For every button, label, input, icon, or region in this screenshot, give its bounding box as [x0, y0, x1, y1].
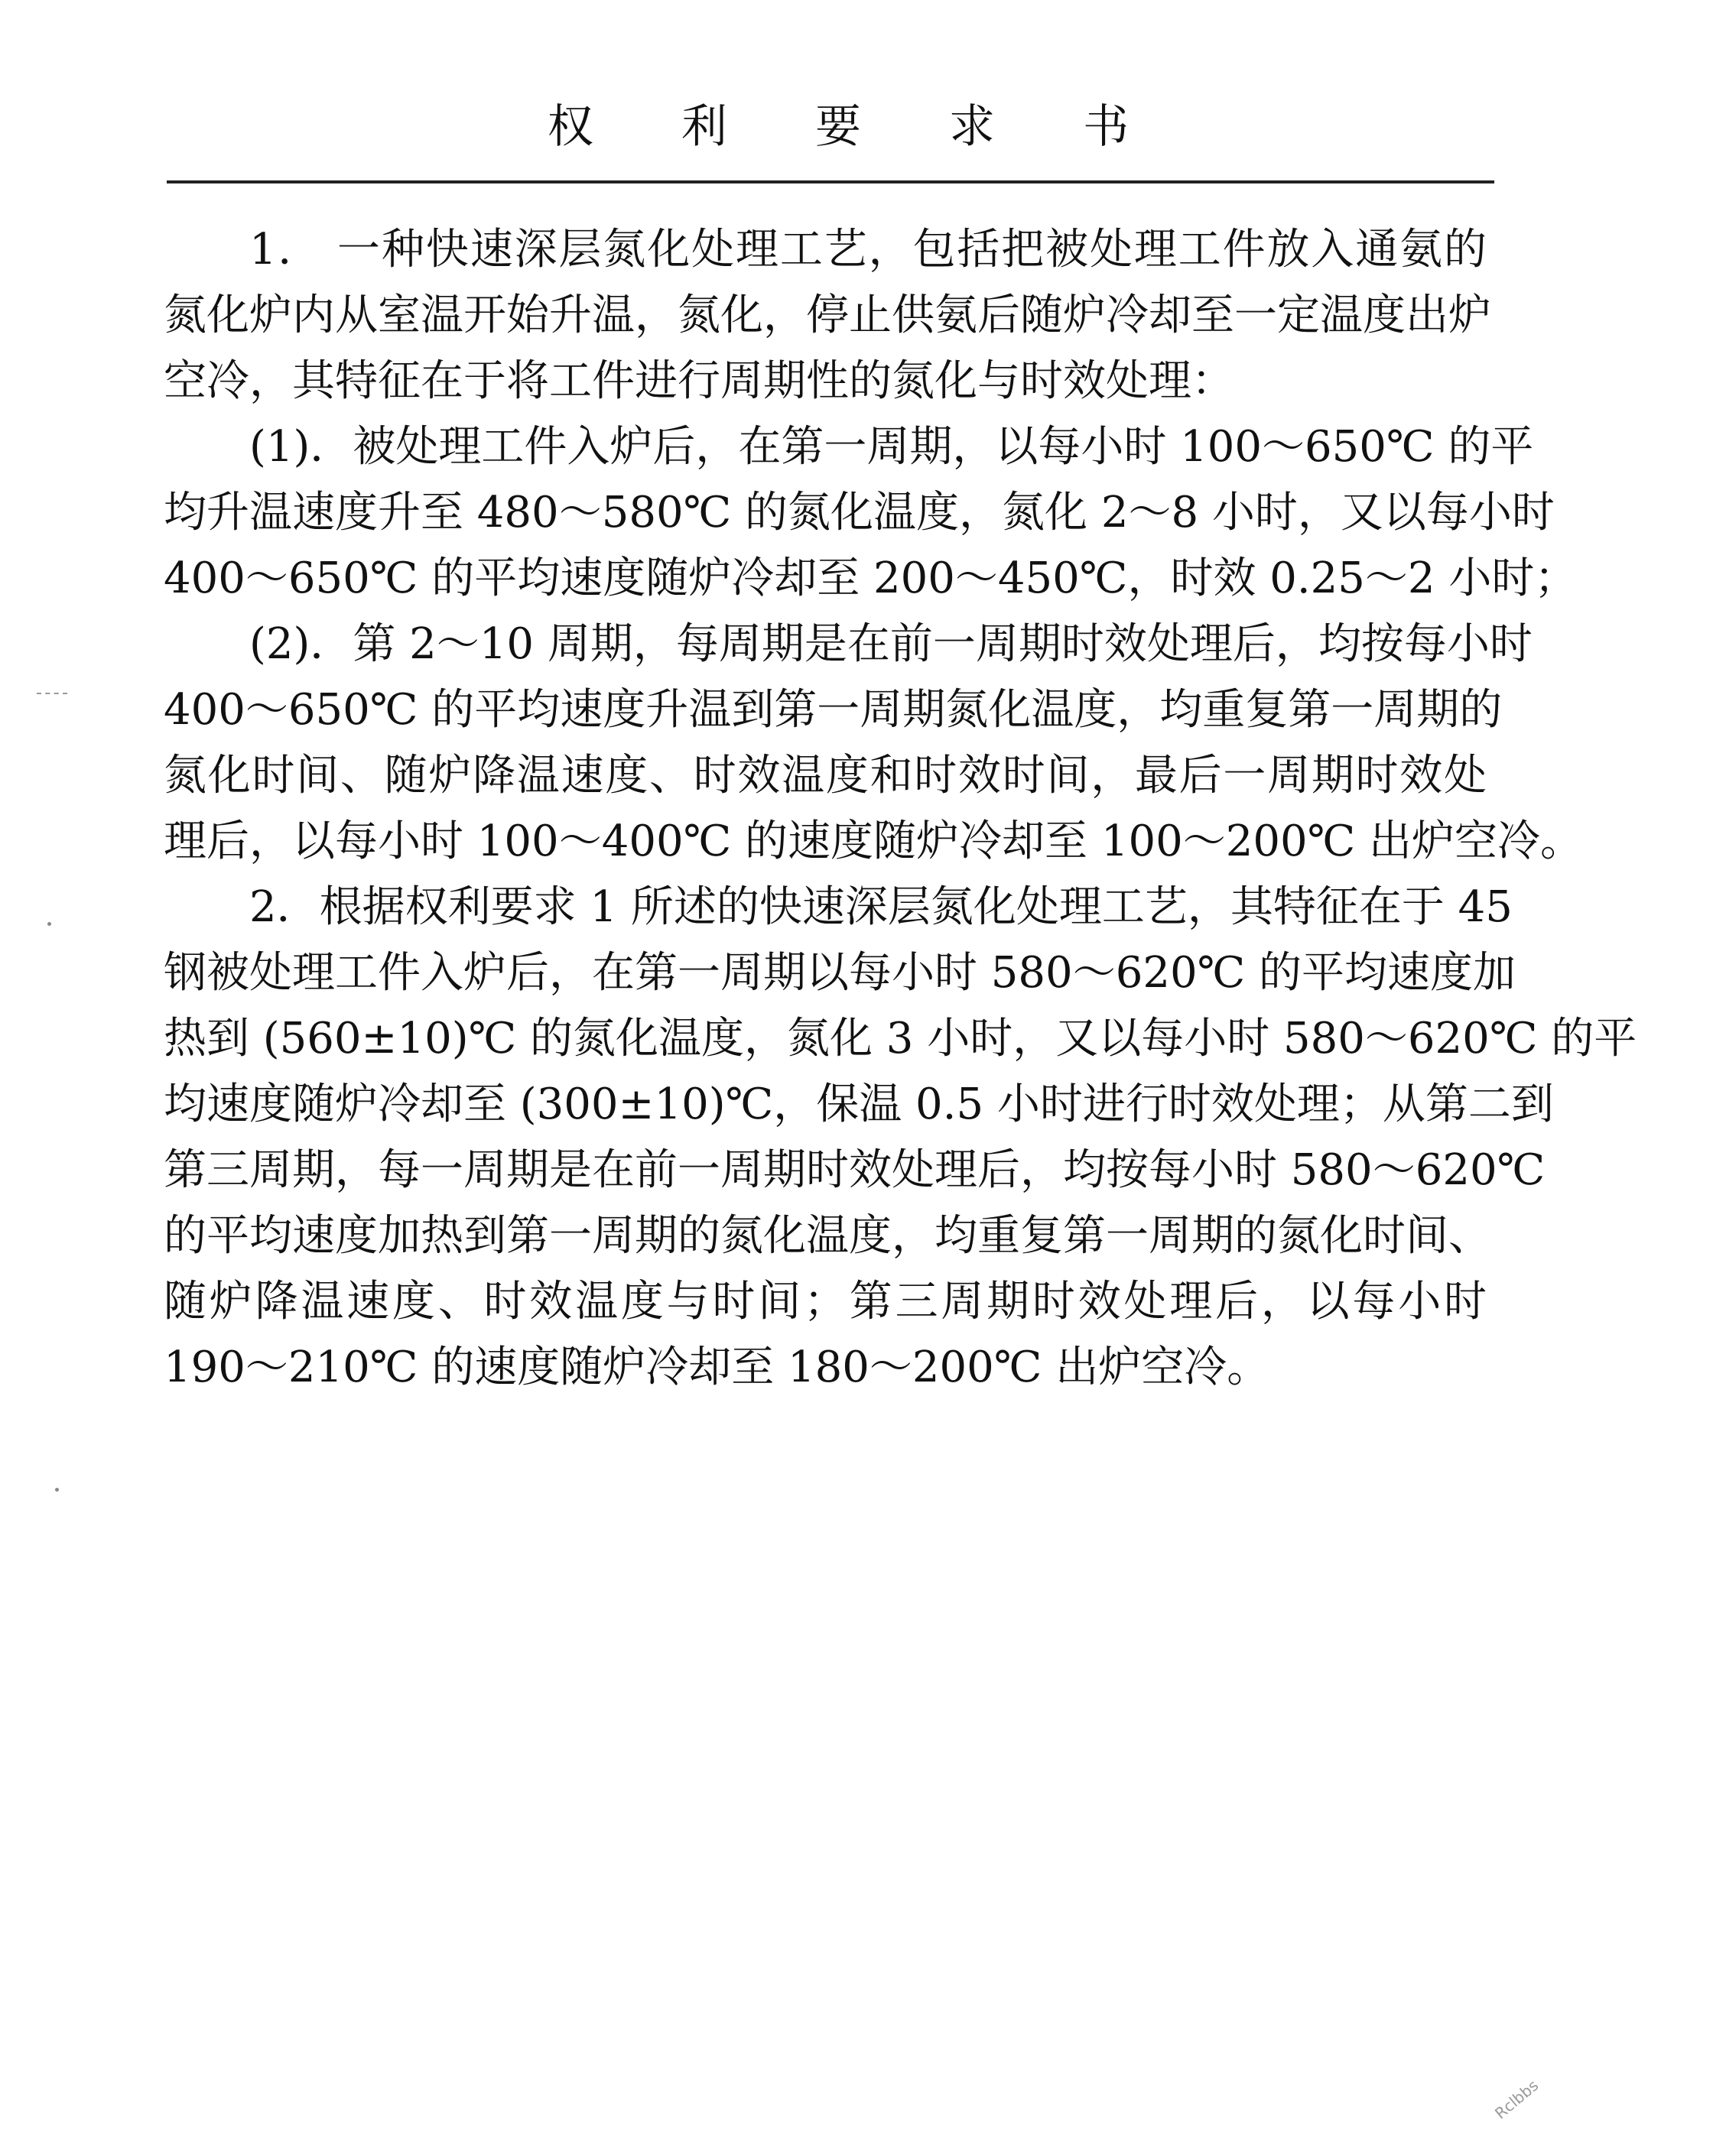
claim-2-line-4: 均速度随炉冷却至 (300±10)℃，保温 0.5 小时进行时效处理；从第二到: [164, 1080, 1554, 1129]
claim-1-line-2: 氮化炉内从室温开始升温，氮化，停止供氨后随炉冷却至一定温度出炉: [164, 291, 1491, 340]
margin-mark: [37, 693, 67, 694]
scan-speck: [55, 1488, 59, 1492]
watermark-text: Rclbbs: [1491, 2076, 1542, 2123]
claim-1-step-2-line-3: 氮化时间、随炉降温速度、时效温度和时效时间，最后一周期时效处: [164, 751, 1487, 800]
claim-2-line-6: 的平均速度加热到第一周期的氮化温度，均重复第一周期的氮化时间、: [164, 1211, 1491, 1261]
claim-1-step-2-line-1: (2)．第 2～10 周期，每周期是在前一周期时效处理后，均按每小时: [249, 619, 1533, 669]
claim-1-step-2-line-2: 400～650℃ 的平均速度升温到第一周期氮化温度，均重复第一周期的: [164, 685, 1503, 735]
claim-1-step-1-line-3: 400～650℃ 的平均速度随炉冷却至 200～450℃，时效 0.25～2 小时；: [164, 554, 1578, 603]
scan-speck: [47, 922, 51, 926]
title-underline: [167, 180, 1494, 183]
claim-1-line-1: 1． 一种快速深层氮化处理工艺，包括把被处理工件放入通氨的: [249, 225, 1487, 274]
page-title: 权 利 要 求 书: [547, 100, 1166, 154]
claim-1-step-1-line-2: 均升温速度升至 480～580℃ 的氮化温度，氮化 2～8 小时，又以每小时: [164, 488, 1555, 537]
claims-body: [164, 217, 1637, 1401]
claim-1-step-1-line-1: (1)．被处理工件入炉后，在第一周期，以每小时 100～650℃ 的平: [249, 422, 1534, 472]
claim-2-line-7: 随炉降温速度、时效温度与时间；第三周期时效处理后，以每小时: [164, 1277, 1487, 1326]
claim-1-step-2-line-4: 理后，以每小时 100～400℃ 的速度随炉冷却至 100～200℃ 出炉空冷。: [164, 817, 1584, 866]
claim-2-line-8: 190～210℃ 的速度随炉冷却至 180～200℃ 出炉空冷。: [164, 1343, 1270, 1392]
claim-2-line-5: 第三周期，每一周期是在前一周期时效处理后，均按每小时 580～620℃: [164, 1145, 1546, 1195]
claim-2-line-1: 2．根据权利要求 1 所述的快速深层氮化处理工艺，其特征在于 45: [249, 882, 1513, 932]
claim-2-line-2: 钢被处理工件入炉后，在第一周期以每小时 580～620℃ 的平均速度加: [164, 948, 1516, 998]
claim-1-line-3: 空冷，其特征在于将工件进行周期性的氮化与时效处理：: [164, 356, 1234, 406]
claim-2-line-3: 热到 (560±10)℃ 的氮化温度，氮化 3 小时，又以每小时 580～620℃ 的平: [164, 1014, 1637, 1063]
